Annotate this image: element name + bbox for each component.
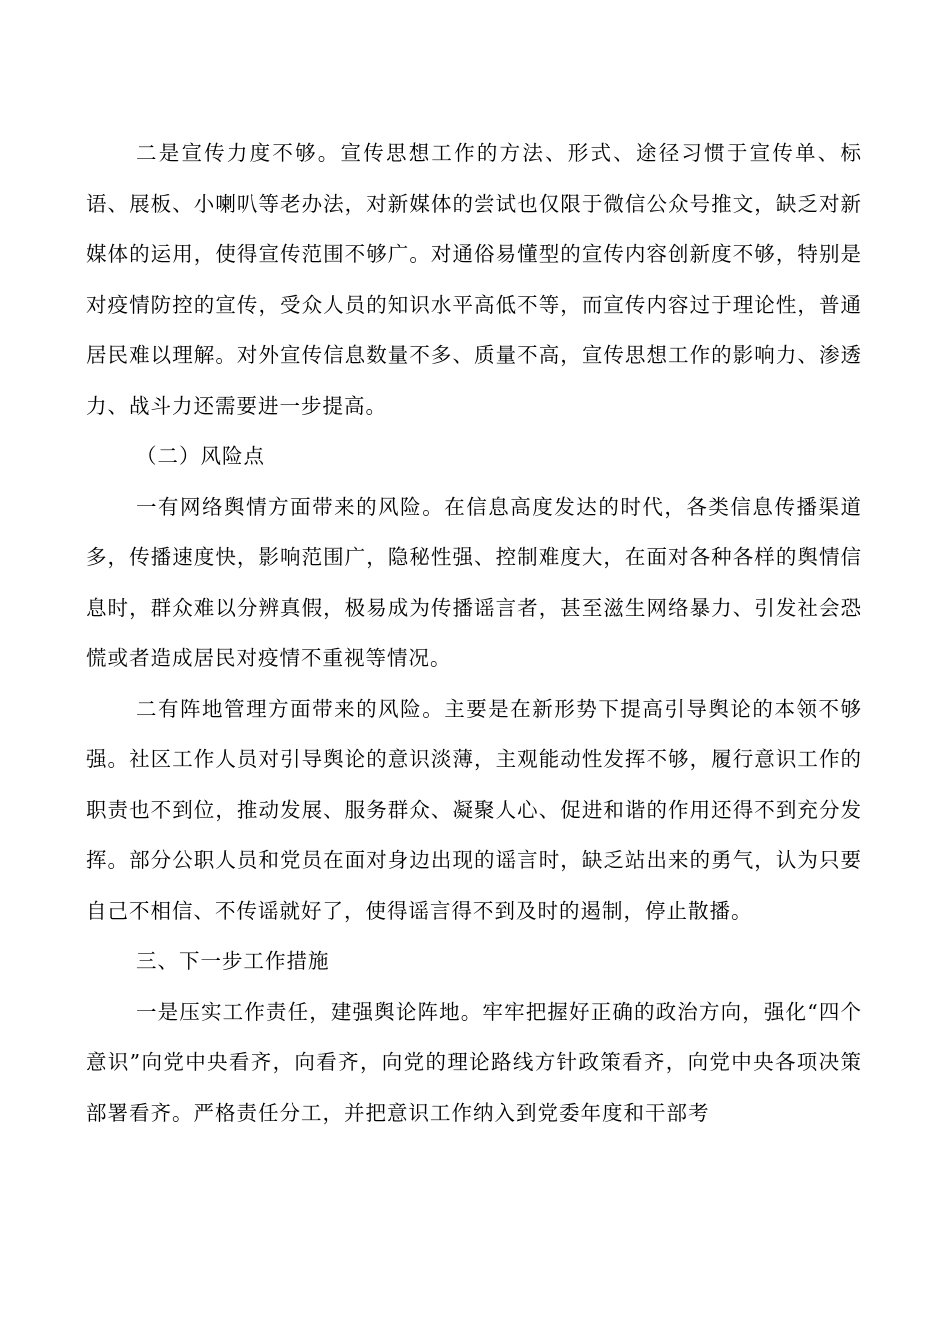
paragraph-position-management-risk: 二有阵地管理方面带来的风险。主要是在新形势下提高引导舆论的本领不够强。社区工作人员对引导舆论的意识淡薄，主观能动性发挥不够，履行意识工作的职责也不到位，推动发展、服务群众、凝聚人心、促进和谐的作用还得不到充分发挥。部分公职人员和党员在面对身边出现的谣言时，缺乏站出来的勇气，认为只要自己不相信、不传谣就好了，使得谣言得不到及时的遏制，停止散播。 [86,696,862,923]
paragraph-responsibility-measures: 一是压实工作责任，建强舆论阵地。牢牢把握好正确的政治方向，强化“四个意识”向党中央看齐，向看齐，向党的理论路线方针政策看齐，向党中央各项决策部署看齐。严格责任分工，并把意识工作纳入到党委年度和干部考 [86,999,862,1125]
paragraph-publicity-weakness: 二是宣传力度不够。宣传思想工作的方法、形式、途径习惯于宣传单、标语、展板、小喇叭等老办法，对新媒体的尝试也仅限于微信公众号推文，缺乏对新媒体的运用，使得宣传范围不够广。对通俗易懂型的宣传内容创新度不够，特别是对疫情防控的宣传，受众人员的知识水平高低不等，而宣传内容过于理论性，普通居民难以理解。对外宣传信息数量不多、质量不高，宣传思想工作的影响力、渗透力、战斗力还需要进一步提高。 [86,141,862,418]
document-page [86,128,862,1138]
section-heading-next-steps: 三、下一步工作措施 [136,949,330,973]
section-heading-risk-points: （二）风险点 [136,444,265,468]
paragraph-network-risk: 一有网络舆情方面带来的风险。在信息高度发达的时代，各类信息传播渠道多，传播速度快，影响范围广，隐秘性强、控制难度大，在面对各种各样的舆情信息时，群众难以分辨真假，极易成为传播谣言者，甚至滋生网络暴力、引发社会恐慌或者造成居民对疫情不重视等情况。 [86,494,862,670]
